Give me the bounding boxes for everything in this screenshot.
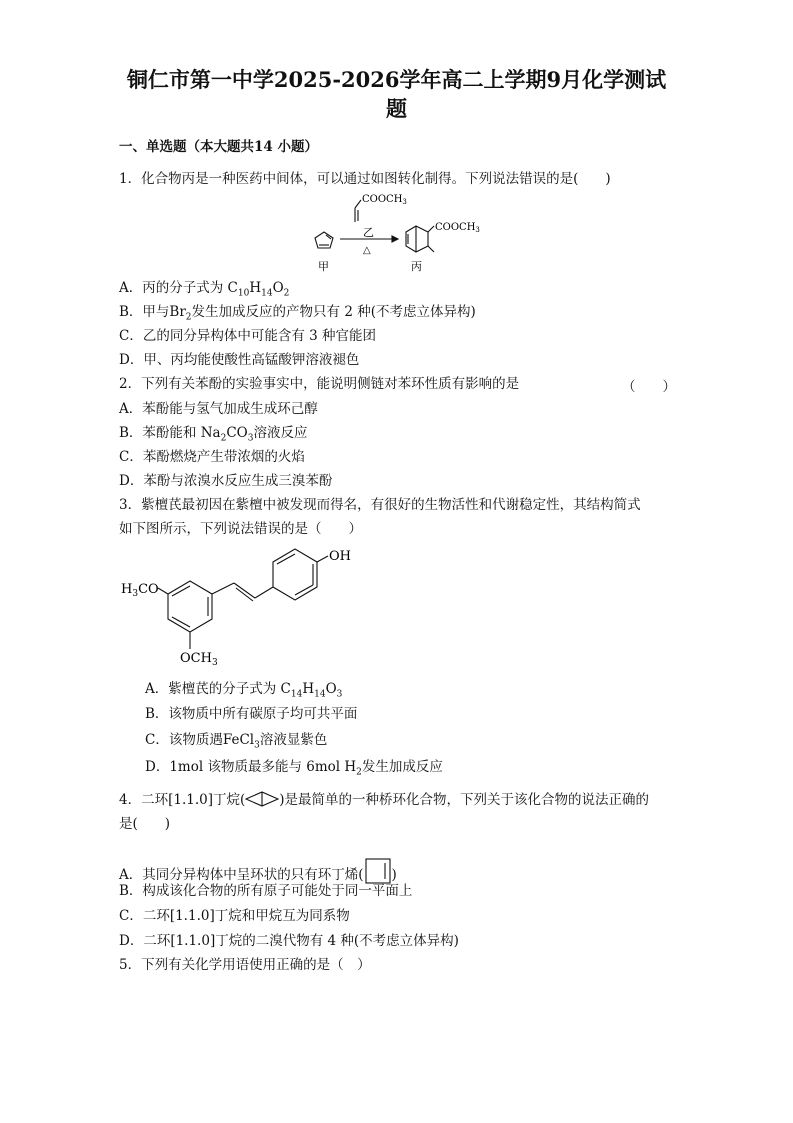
q2-option-b: B．苯酚能和 $Na_2CO_3$溶液反应	[119, 425, 308, 444]
q4-stem-line1: 4．二环[1.1.0]丁烷( )是最简单的一种桥环化合物，下列关于该化合物的说法正确的	[119, 792, 650, 808]
q4-stem-line2: 是( )	[119, 816, 171, 832]
q2-stem: 2．下列有关苯酚的实验事实中，能说明侧链对苯环性质有影响的是	[119, 376, 520, 392]
cyclobutene-structure	[364, 857, 392, 885]
methoxy-bottom-label: $OCH_3$	[180, 651, 218, 668]
q1-option-b: B．甲与$Br_2$发生加成反应的产物只有 2 种(不考虑立体异构)	[119, 304, 476, 323]
q1-option-a: A．丙的分子式为 $C_{10}H_{14}O_2$	[119, 280, 290, 299]
q3-option-c: C．该物质遇FeCl$_3$溶液显紫色	[145, 732, 328, 751]
q3-option-b: B．该物质中所有碳原子均可共平面	[145, 706, 358, 722]
hydroxyl-label: OH	[329, 549, 351, 564]
label-jia: 甲	[318, 260, 329, 273]
q1-reaction-figure	[300, 188, 510, 276]
q2-option-c: C．苯酚燃烧产生带浓烟的火焰	[119, 449, 305, 465]
q2-option-a: A．苯酚能与氢气加成生成环己醇	[119, 401, 318, 417]
q3-stem-line1: 3．紫檀芪最初因在紫檀中被发现而得名，有很好的生物活性和代谢稳定性，其结构简式	[119, 497, 641, 513]
bicyclobutane-structure	[245, 791, 279, 807]
q4-option-c: C．二环[1.1.0]丁烷和甲烷互为同系物	[119, 908, 350, 924]
q4-option-d: D．二环[1.1.0]丁烷的二溴代物有 4 种(不考虑立体异构)	[119, 933, 459, 949]
q2-option-d: D．苯酚与浓溴水反应生成三溴苯酚	[119, 473, 333, 489]
q1-option-d: D．甲、丙均能使酸性高锰酸钾溶液褪色	[119, 352, 360, 368]
q3-stem-line2: 如下图所示，下列说法错误的是（ ）	[119, 521, 362, 537]
methyl-acrylate-structure	[355, 200, 361, 222]
page-title-line2: 题	[386, 96, 407, 121]
q2-answer-paren: （ ）	[622, 379, 676, 395]
page-title-line1: 铜仁市第一中学2025-2026学年高二上学期9月化学测试	[126, 67, 667, 92]
q1-option-c: C．乙的同分异构体中可能含有 3 种官能团	[119, 328, 377, 344]
q1-stem: 1．化合物丙是一种医药中间体，可以通过如图转化制得。下列说法错误的是( )	[119, 171, 611, 187]
condition-label: △	[363, 245, 371, 256]
norbornene-ester-label: $COOCH_3$	[435, 222, 480, 234]
label-bing: 丙	[411, 260, 422, 273]
methoxy-left-label: $H_3CO$	[121, 582, 159, 599]
cyclopentadiene-structure	[315, 232, 333, 248]
section-heading: 一、单选题（本大题共14 小题）	[119, 139, 318, 155]
norbornene-structure	[406, 226, 434, 252]
q3-option-d: D．1mol 该物质最多能与 6mol $H_2$发生加成反应	[145, 759, 443, 778]
q3-option-a: A．紫檀芪的分子式为 $C_{14}H_{14}O_3$	[145, 681, 343, 700]
reagent-label: 乙	[363, 226, 374, 239]
q5-stem: 5．下列有关化学用语使用正确的是（ ）	[119, 957, 371, 973]
acrylate-ester-label: $COOCH_3$	[362, 194, 407, 206]
q4-option-a: A．其同分异构体中呈环状的只有环丁烯( )	[119, 857, 397, 885]
pterostilbene-structure	[118, 545, 358, 675]
q4-option-b: B．构成该化合物的所有原子可能处于同一平面上	[119, 883, 413, 899]
